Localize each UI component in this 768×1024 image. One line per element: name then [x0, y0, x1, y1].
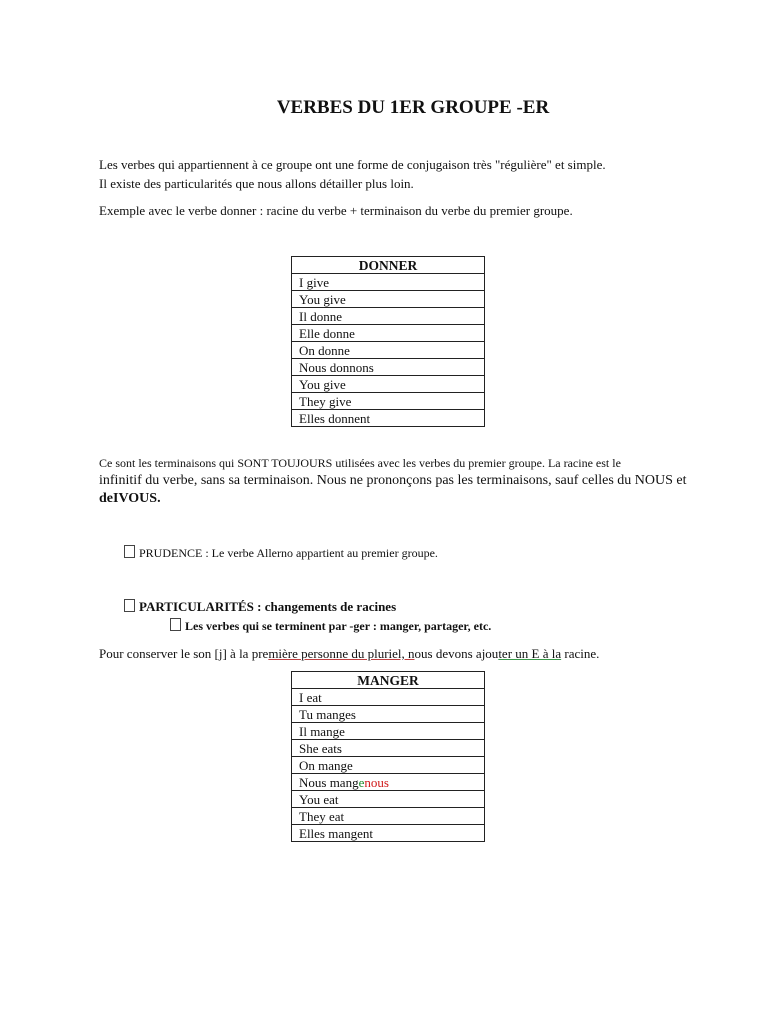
- checkbox-icon: [124, 545, 135, 558]
- table-row: They eat: [292, 808, 485, 825]
- row-text-highlight: e: [358, 774, 365, 790]
- table-row: Elle donne: [292, 325, 485, 342]
- table-row: Elles donnent: [292, 410, 485, 427]
- son-part: racine.: [561, 646, 600, 661]
- table-row: You eat: [292, 791, 485, 808]
- particularites-sub-text: Les verbes qui se terminent par -ger : manger, partager, etc.: [185, 619, 492, 633]
- table-row: She eats: [292, 740, 485, 757]
- endings-line-1: Ce sont les terminaisons qui SONT TOUJOURS utilisées avec les verbes du premier groupe. La racine est le: [99, 456, 621, 470]
- intro-line-1: Les verbes qui appartiennent à ce groupe ont une forme de conjugaison très "régulière" et simple.: [99, 157, 606, 172]
- endings-line-2: infinitif du verbe, sans sa terminaison. Nous ne prononçons pas les terminaisons, sauf celles du NOUS et: [99, 473, 687, 488]
- particularites-heading-text: PARTICULARITÉS : changements de racines: [139, 599, 397, 614]
- son-part-underlined: ter un E à la: [498, 646, 562, 661]
- table-row: Tu manges: [292, 706, 485, 723]
- table-row: On mange: [292, 757, 485, 774]
- particularites-sub: [170, 618, 491, 634]
- row-text-ending: nous: [364, 774, 389, 790]
- son-part: ous devons ajou: [414, 646, 499, 661]
- intro-line-2: Il existe des particularités que nous allons détailler plus loin.: [99, 176, 414, 191]
- checkbox-icon: [124, 599, 135, 612]
- prudence-text: PRUDENCE : Le verbe Allerno appartient au premier groupe.: [139, 546, 438, 560]
- table-row: Il donne: [292, 308, 485, 325]
- intro-line-3: Exemple avec le verbe donner : racine du verbe + terminaison du verbe du premier groupe.: [99, 203, 573, 218]
- table-row: You give: [292, 376, 485, 393]
- table-row: On donne: [292, 342, 485, 359]
- table-row-nous: [292, 774, 485, 791]
- particularites-heading: [124, 599, 396, 615]
- page-title: VERBES DU 1ER GROUPE -ER: [276, 97, 550, 118]
- table-row: I give: [292, 274, 485, 291]
- table-row: Nous donnons: [292, 359, 485, 376]
- row-text: Nous mang: [299, 774, 359, 790]
- table-manger: [291, 671, 485, 842]
- table-donner: [291, 256, 485, 427]
- son-part-underlined: mière personne du pluriel, n: [268, 646, 415, 661]
- table-row: You give: [292, 291, 485, 308]
- son-part: Pour conserver le son [j] à la pre: [99, 646, 269, 661]
- son-sentence: [99, 646, 599, 662]
- checkbox-icon: [170, 618, 181, 631]
- table-header: MANGER: [292, 672, 485, 689]
- prudence-note: [124, 545, 438, 561]
- table-row: They give: [292, 393, 485, 410]
- table-row: I eat: [292, 689, 485, 706]
- table-row: Elles mangent: [292, 825, 485, 842]
- table-row: Il mange: [292, 723, 485, 740]
- endings-line-3: deIVOUS.: [99, 491, 161, 506]
- table-header: DONNER: [292, 257, 485, 274]
